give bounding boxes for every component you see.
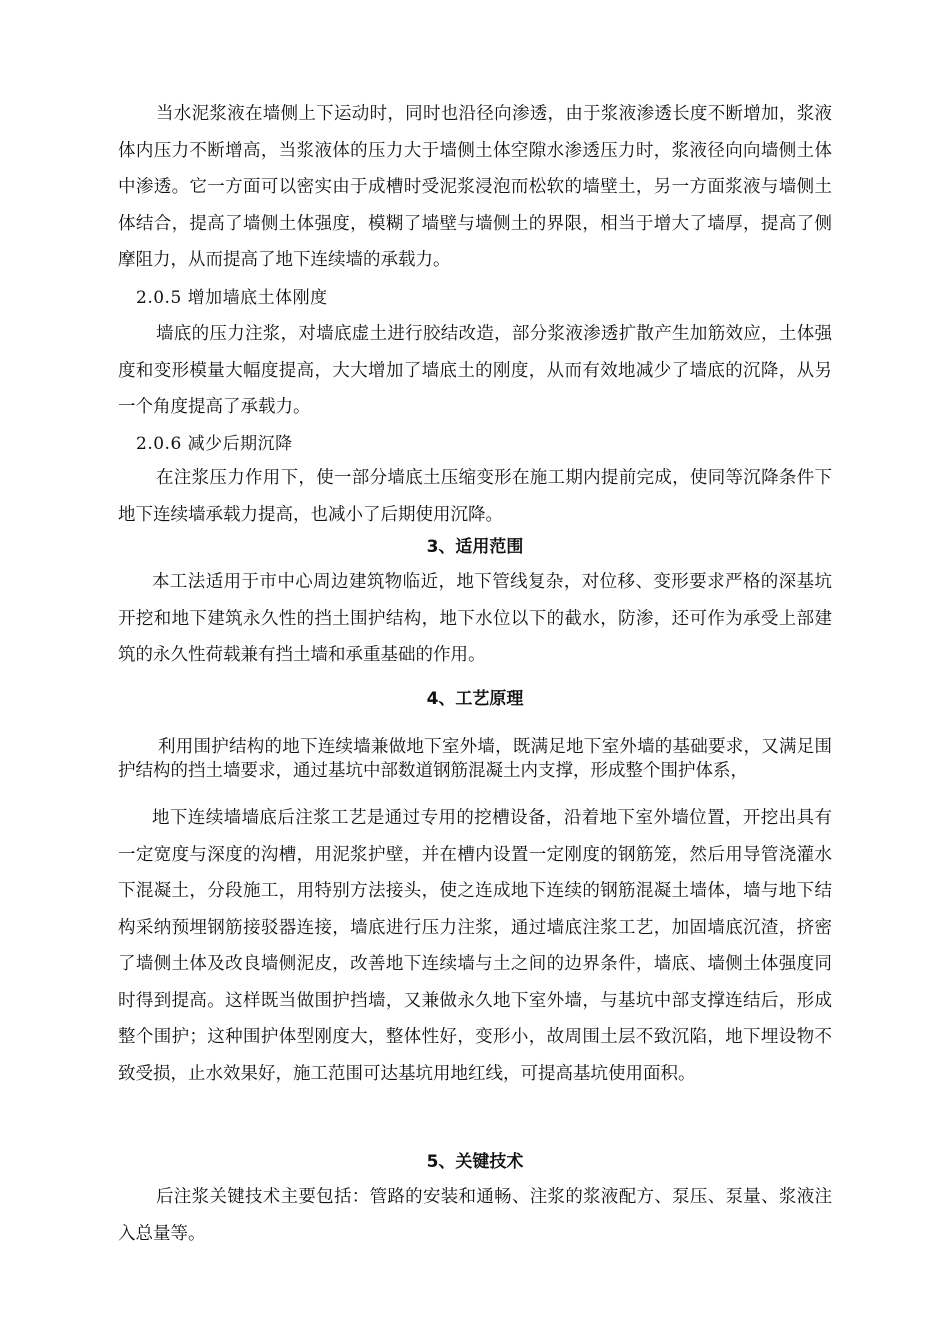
- section-heading-principle: 4、工艺原理: [426, 689, 524, 709]
- subheading-2-0-6: 2.0.6 减少后期沉降: [136, 434, 293, 454]
- paragraph-key-technology: 后注浆关键技术主要包括：管路的安装和通畅、注浆的浆液配方、泵压、泵量、浆液注入总量等。: [118, 1187, 832, 1244]
- subheading-2-0-5: 2.0.5 增加墙底土体刚度: [136, 288, 328, 308]
- paragraph-principle-process: 地下连续墙墙底后注浆工艺是通过专用的挖槽设备，沿着地下室外墙位置，开挖出具有一定宽度与深度的沟槽，用泥浆护壁，并在槽内设置一定刚度的钢筋笼，然后用导管浇灌水下混凝土，分段施工，用特别方法接头，使之连成地下连续的钢筋混凝土墙体，墙与地下结构采纳预埋钢筋接驳器连接，墙底进行压力注浆，通过墙底注浆工艺，加固墙底沉渣，挤密了墙侧土体及改良墙侧泥皮，改善地下连续墙与土之间的边界条件，墙底、墙侧土体强度同时得到提高。这样既当做围护挡墙，又兼做永久地下室外墙，与基坑中部支撑连结后，形成整个围护；这种围护体型刚度大，整体性好，变形小，故周围土层不致沉陷，地下埋设物不致受损，止水效果好，施工范围可达基坑用地红线，可提高基坑使用面积。: [118, 808, 832, 1084]
- paragraph-reduce-settlement: 在注浆压力作用下，使一部分墙底土压缩变形在施工期内提前完成，使同等沉降条件下地下连续墙承载力提高，也减小了后期使用沉降。: [118, 468, 832, 525]
- paragraph-scope: 本工法适用于市中心周边建筑物临近，地下管线复杂，对位移、变形要求严格的深基坑开挖和地下建筑永久性的挡土围护结构，地下水位以下的截水，防渗，还可作为承受上部建筑的永久性荷载兼有挡土墙和承重基础的作用。: [118, 572, 832, 665]
- paragraph-principle-intro: 利用围护结构的地下连续墙兼做地下室外墙，既满足地下室外墙的基础要求，又满足围护结构的挡土墙要求，通过基坑中部数道钢筋混凝土内支撑，形成整个围护体系，: [118, 737, 832, 781]
- section-heading-scope: 3、适用范围: [426, 537, 524, 557]
- paragraph-grout-penetration: 当水泥浆液在墙侧上下运动时，同时也沿径向渗透，由于浆液渗透长度不断增加，浆液体内压力不断增高，当浆液体的压力大于墙侧土体空隙水渗透压力时，浆液径向向墙侧土体中渗透。它一方面可以密实由于成槽时受泥浆浸泡而松软的墙壁土，另一方面浆液与墙侧土体结合，提高了墙侧土体强度，模糊了墙壁与墙侧土的界限，相当于增大了墙厚，提高了侧摩阻力，从而提高了地下连续墙的承载力。: [118, 104, 832, 270]
- paragraph-wall-bottom-stiffness: 墙底的压力注浆，对墙底虚土进行胶结改造，部分浆液渗透扩散产生加筋效应，土体强度和变形模量大幅度提高，大大增加了墙底土的刚度，从而有效地减少了墙底的沉降，从另一个角度提高了承载力。: [118, 324, 832, 417]
- section-heading-key-technology: 5、关键技术: [426, 1152, 524, 1172]
